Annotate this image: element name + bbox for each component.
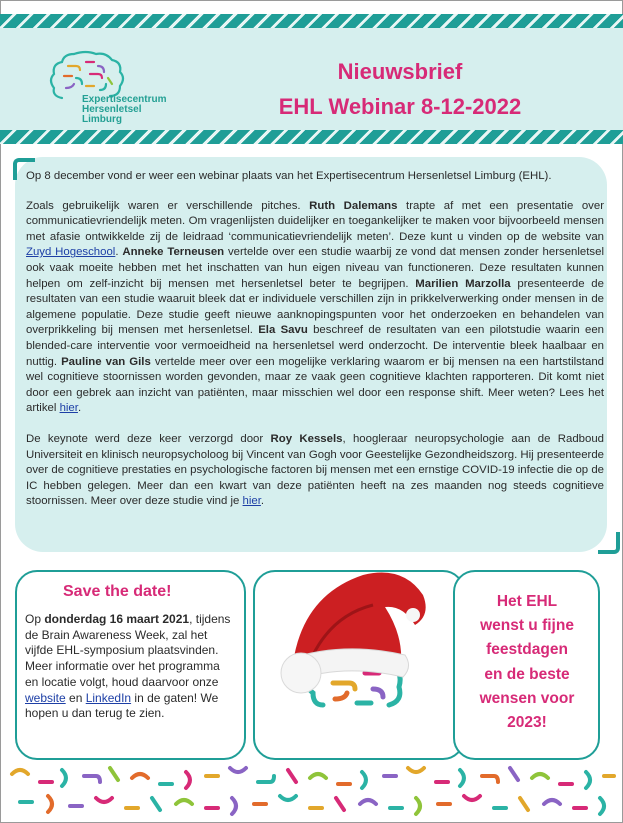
save-the-date-title: Save the date! bbox=[63, 583, 172, 600]
speaker-name: Pauline van Gils bbox=[61, 355, 151, 368]
webinar-title: EHL Webinar 8-12-2022 bbox=[278, 94, 522, 119]
text-span: beschreef de resultaten van een pilotstudie waarin een blended-care interventie voor vermoeidheid na hersenletsel werd onderzocht. De interventie bleek haalbaar en nuttig. bbox=[26, 324, 604, 368]
wish-line: wensen voor bbox=[479, 689, 575, 707]
text-span: Op bbox=[25, 612, 45, 626]
logo-line-1: Expertisecentrum bbox=[82, 94, 167, 105]
text-span: presenteerde de resultaten van een studie waaruit bleek dat er individuele verschillen zijn in prikkelverwerking onder mensen in de algemene populatie. Deze studie geeft nieuwe aanknopingspunten voor het onderzoeken en behandelen van overprikkeling bij mensen met hersenletsel. bbox=[26, 277, 604, 337]
corner-accent-bottom-right bbox=[598, 532, 620, 554]
text-span: Zoals gebruikelijk waren er verschillende pitches. bbox=[26, 199, 310, 212]
wish-line: en de beste bbox=[484, 665, 570, 683]
wish-line: feestdagen bbox=[486, 641, 568, 659]
pitches-paragraph bbox=[26, 199, 604, 417]
website-link[interactable]: website bbox=[25, 690, 66, 705]
article-body bbox=[26, 169, 604, 525]
text-span: . bbox=[77, 402, 82, 415]
wish-line: Het EHL bbox=[496, 593, 558, 610]
text-span: vertelde meer over een mogelijke verklaring waarom er bij mensen na een hartstilstand wel cognitieve stoornissen worden gevonden, maar ze vaak geen cognitieve klachten rapporteren. Dit komt niet door een gebrek aan inzicht van patiënten, maar misschien wel door een response shift. Meer weten? Lees het artikel bbox=[26, 355, 604, 415]
text-span: De keynote werd deze keer verzorgd door bbox=[26, 432, 271, 445]
logo-line-2: Hersenletsel bbox=[82, 104, 142, 115]
linkedin-link[interactable]: LinkedIn bbox=[85, 690, 132, 705]
text-span: in de gaten! We hopen u dan terug te zien. bbox=[25, 690, 219, 721]
logo-line-3: Limburg bbox=[82, 114, 122, 125]
header-bottom-stripe bbox=[0, 130, 623, 144]
brain-confetti-border bbox=[0, 760, 623, 823]
speaker-name: Marilien Marzolla bbox=[415, 277, 511, 290]
text-span: vertelde over een studie waarbij ze vond dat mensen zonder hersenletsel ook vaak moeite hebben met het inschatten van hun eigen niveau van functioneren. Deze resultaten kunnen helpen om zelf-inzicht bij mensen met hersenletsel beter te begrijpen. bbox=[26, 246, 604, 290]
text-span: . bbox=[260, 495, 265, 508]
speaker-name: Anneke Terneusen bbox=[122, 246, 225, 259]
wish-line: wenst u fijne bbox=[480, 617, 574, 635]
study-link[interactable]: hier bbox=[242, 495, 261, 508]
text-span: en bbox=[65, 690, 86, 705]
newsletter-title: Nieuwsbrief bbox=[337, 59, 463, 84]
text-span: , tijdens de Brain Awareness Week, zal het vijfde EHL-symposium plaatsvinden. Meer informatie over het programma en locatie volgt, houd daarvoor onze bbox=[25, 612, 231, 689]
speaker-name: Ela Savu bbox=[258, 324, 308, 337]
text-span: , hoogleraar neuropsychologie aan de Radboud Universiteit en klinisch neuropsycholoog bij Vincent van Gogh voor Geestelijke Gezondheidszorg. Hij presenteerde over de cognitieve prestaties en psychologische factoren bij mensen met een ernstige COVID-19 infectie die op de IC hebben gelegen. Meer dan een kwart van deze patiënten heeft na zes maanden nog steeds cognitieve stoornissen. Meer over deze studie vind je bbox=[26, 432, 605, 508]
logo-text bbox=[82, 95, 166, 125]
santa-hat-brain-icon bbox=[253, 555, 453, 755]
wish-line: 2023! bbox=[507, 714, 547, 732]
article-link[interactable]: hier bbox=[59, 402, 78, 415]
text-span: trapte af met een presentatie over communicatievriendelijk meten. Om vragenlijsten duidelijker en toegankelijker te maken voor bijvoorbeeld mensen met afasie ontwikkelde zij de leidraad ‘communicatievriendelijk meten’. Deze kunt u vinden op de website van bbox=[26, 199, 605, 243]
speaker-name: Ruth Dalemans bbox=[309, 199, 398, 212]
save-the-date-text bbox=[25, 612, 235, 722]
text-span: . bbox=[115, 246, 123, 259]
holiday-wishes bbox=[453, 590, 601, 735]
header-top-stripe bbox=[0, 14, 623, 28]
zuyd-hogeschool-link[interactable]: Zuyd Hogeschool bbox=[26, 246, 116, 259]
intro-paragraph: Op 8 december vond er weer een webinar plaats van het Expertisecentrum Hersenletsel Limburg (EHL). bbox=[26, 170, 552, 182]
event-date: donderdag 16 maart 2021 bbox=[44, 612, 190, 626]
keynote-speaker-name: Roy Kessels bbox=[270, 432, 343, 445]
keynote-paragraph bbox=[26, 432, 604, 510]
